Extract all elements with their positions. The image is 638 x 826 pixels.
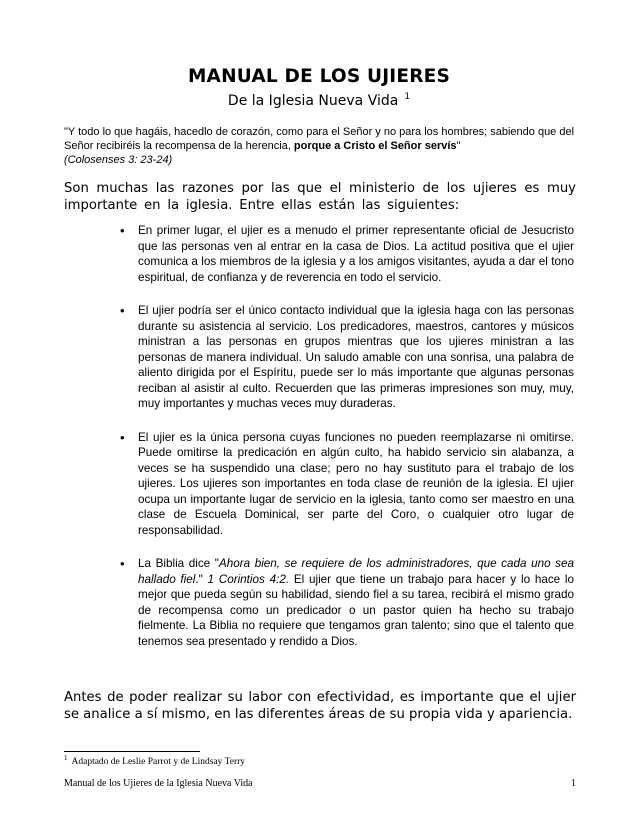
bullet-rest-text: El ujier que tiene un trabajo para hacer y lo hace lo mejor que pueda según su habilidad, siendo fiel a su tarea, recibirá el mismo grado de recompensa como un predicador o un pastor quien ha hecho su trabajo fielmente. La Biblia no requiere que tengamos gran talento; sino que el talento que tenemos sea presentado y rendido a Dios. [138, 572, 574, 648]
page-number: 1 [571, 778, 576, 789]
scripture-quote [64, 125, 576, 167]
list-item [116, 223, 574, 285]
bible-quote: Ahora bien, se requiere de los administradores, que cada uno sea hallado fiel [138, 557, 574, 586]
page-subtitle [0, 93, 638, 109]
reasons-list [116, 223, 574, 667]
bible-reference: 1 Corintios 4:2. [207, 572, 290, 586]
footnote-text: Adaptado de Leslie Parrot y de Lindsay Terry [71, 757, 246, 767]
quote-bold-text: porque a Cristo el Señor servís [293, 140, 457, 152]
page-title: MANUAL DE LOS UJIERES [187, 66, 451, 87]
footnote-mark: 1 [64, 754, 68, 762]
quote-reference: (Colosenses 3: 23-24) [64, 154, 173, 166]
footnote-reference: 1 [404, 92, 411, 102]
footer-label: Manual de los Ujieres de la Iglesia Nueva Vida [64, 778, 253, 789]
bullet-icon: • [120, 223, 125, 238]
closing-paragraph: Antes de poder realizar su labor con efectividad, es importante que el ujier se analice a sí mismo, en las diferentes áreas de su propia vida y apariencia. [64, 690, 576, 722]
list-item-text [138, 557, 574, 648]
bullet-icon: • [120, 429, 125, 445]
bible-prefix: La Biblia dice " [138, 557, 219, 570]
bible-quote-close: ." [195, 572, 208, 586]
intro-paragraph: Son muchas las razones por las que el ministerio de los ujieres es muy importante en la iglesia. Entre ellas están las siguientes: [64, 181, 576, 213]
list-item-text: El ujier podría ser el único contacto individual que la iglesia haga con las personas durante su asistencia al servicio. Los predicadores, maestros, cantores y músicos ministran a las personas en grupos mientras que los ujieres ministran a las personas de manera individual. Un saludo amable con una sonrisa, una palabra de aliento dirigida por el Espíritu, puede ser lo más importante que algunas personas reciban al asistir al culto. Recuerden que las primeras impresiones son muy, muy, muy importantes y muchas veces muy duraderas. [138, 304, 574, 410]
bullet-icon: • [120, 303, 125, 318]
quote-text: "Y todo lo que hagáis, hacedlo de corazón, como para el Señor y no para los hombres; sabiendo que del Señor recibiréis la recompensa de la herencia, [64, 126, 575, 152]
footnote [64, 754, 246, 767]
footnote-divider [64, 751, 200, 752]
subtitle-text: De la Iglesia Nueva Vida [227, 93, 399, 109]
list-item-text: El ujier es la única persona cuyas funciones no pueden reemplazarse ni omitirse. Puede omitirse la predicación en algún culto, ha habido servicio sin alabanza, a veces se ha suspendido una clase; pero no hay sustituto para el trabajo de los ujieres. Los ujieres son importantes en toda clase de reunión de la iglesia. El ujier ocupa un importante lugar de servicio en la iglesia, tanto como ser maestro en una clase de Escuela Dominical, ser parte del Coro, o cualquier otro lugar de responsabilidad. [138, 430, 574, 537]
quote-close-mark: " [456, 140, 461, 152]
page-footer [64, 778, 576, 789]
list-item [116, 303, 574, 412]
bullet-icon: • [120, 556, 125, 571]
list-item [116, 430, 574, 539]
list-item-text: En primer lugar, el ujier es a menudo el primer representante oficial de Jesucristo que las personas ven al entrar en la casa de Dios. La actitud positiva que el ujier comunica a los miembros de la iglesia y a los amigos visitantes, ayuda a dar el tono espiritual, de confianza y de reverencia en todo el servicio. [138, 224, 574, 284]
list-item [116, 556, 574, 649]
